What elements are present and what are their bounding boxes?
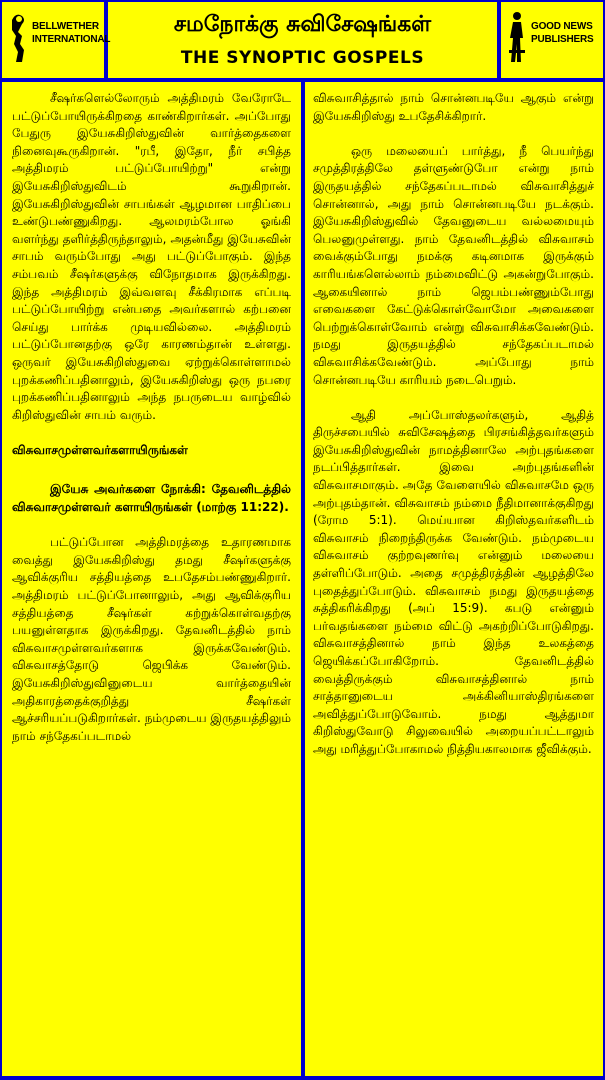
left-column	[12, 90, 291, 763]
logo-left-line2: INTERNATIONAL	[32, 34, 111, 45]
bellwether-logo	[2, 2, 111, 78]
publisher-figure-icon	[507, 10, 527, 66]
page-title-tamil: சமநோக்கு சுவிசேஷங்கள்	[173, 12, 432, 37]
column-divider	[301, 82, 305, 1076]
right-paragraph-3: ஆதி அப்போஸ்தலர்களும், ஆதித் திருச்சபையில் சுவிசேஷத்தை பிரசங்கித்தவர்களும் இயேசுகிறிஸ்துவின் நாமத்தினாலே அற்புதங்களை நடப்பித்தார்கள். இவை அற்புதங்களின் விசுவாசமாகும். அதே வேளையில் விசுவாசமே ஒரு அற்புதம்தான். விசுவாசம் நம்மை நீதிமானாக்குகிறது (ரோம 5:1). மெய்யான கிறிஸ்தவர்களிடம் விசுவாசம் நிறைந்திருக்க வேண்டும். நம்முடைய விசுவாசம் குற்றவுணர்வு என்னும் மலையை தள்ளிப்போடும். அதை சமுத்திரத்தின் ஆழத்திலே புதைத்துப்போடும். விசுவாசம் நமது இருதயத்தை சுத்திகரிக்கிறது (அப் 15:9). கபடு என்னும் பர்வதங்களை நம்மை விட்டு அகற்றிப்போடுகிறது. விசுவாசத்தினால் நாம் இந்த உலகத்தை ஜெயிக்கப்போகிறோம். தேவனிடத்தில் வைத்திருக்கும் விசுவாசத்தினால் நாம் சாத்தானுடைய அக்கினியாஸ்திரங்களை அவித்துப்போடுவோம். நமது ஆத்துமா கிறிஸ்துவோடு சிலுவையில் அறையப்பட்டாலும் அது மரித்துப்போகாமல் நித்தியகாலமாக ஜீவிக்கும்.	[313, 407, 594, 756]
bottom-rule	[2, 1076, 603, 1078]
bellwether-ram-icon	[8, 10, 28, 66]
logo-left-line1: BELLWETHER	[32, 21, 99, 32]
page-title-english: THE SYNOPTIC GOSPELS	[180, 48, 425, 68]
section-heading: விசுவாசமுள்ளவர்களாயிருங்கள்	[12, 442, 188, 457]
scripture-quote: இயேசு அவர்களை நோக்கி: தேவனிடத்தில் விசுவாசமுள்ளவர் களாயிருங்கள் (மாற்கு 11:22).	[12, 482, 291, 515]
right-column	[313, 90, 594, 776]
logo-right-line2: PUBLISHERS	[531, 34, 594, 45]
logo-right-line1: GOOD NEWS	[531, 21, 593, 32]
title-block	[108, 2, 497, 78]
left-paragraph-1: சீஷர்களெல்லோரும் அத்திமரம் வேரோடே பட்டுப்போயிருக்கிறதை காண்கிறார்கள். அப்போது பேதுரு இயேசுகிறிஸ்துவின் வார்த்தைகளை நினைவுகூருகிறான். "ரபீ, இதோ, நீர் சபித்த அத்திமரம் பட்டுப்போயிற்று" என்று இயேசுகிறிஸ்துவிடம் கூறுகிறான். இயேசுகிறிஸ்துவின் சாபங்கள் ஆழமான பாதிப்பை உண்டுபண்ணுகிறது. ஆலமரம்போல ஓங்கி வளர்ந்து தளிர்த்திருந்தாலும், அதன்மீது இயேசுவின் சாபம் வரும்போது அது பட்டுப்போகும். இந்த சம்பவம் சீஷர்களுக்கு விநோதமாக இருக்கிறது. இந்த அத்திமரம் இவ்வளவு சீக்கிரமாக எப்படி பட்டுப்போயிற்று என்பதை அவர்களால் கற்பனை செய்து பார்க்க முடியவில்லை. அத்திமரம் பட்டுப்போனதற்கு ஒரே காரணம்தான் உள்ளது. ஒருவர் இயேசுகிறிஸ்துவை ஏற்றுக்கொள்ளாமல் புறக்கணிப்பதினாலும், இயேசுகிறிஸ்து ஒரு நபரை புறக்கணிப்பதினாலும் அந்த நபருடைய வாழ்வில் கிறிஸ்துவின் சாபம் வரும்.	[12, 91, 291, 422]
page-header	[2, 2, 603, 78]
goodnews-logo	[497, 2, 603, 78]
right-paragraph-1: விசுவாசித்தால் நாம் சொன்னபடியே ஆகும் என்று இயேசுகிறிஸ்து உபதேசிக்கிறார்.	[313, 91, 594, 123]
left-paragraph-2: பட்டுப்போன அத்திமரத்தை உதாரணமாக வைத்து இயேசுகிறிஸ்து தமது சீஷர்களுக்கு ஆவிக்குரிய சத்தியத்தை உபதேசம்பண்ணுகிறார். அத்திமரம் பட்டுப்போனாலும், அது ஆவிக்குரிய சத்தியத்தை சீஷர்கள் கற்றுக்கொள்வதற்கு பயனுள்ளதாக இருக்கிறது. தேவனிடத்தில் நாம் விசுவாசமுள்ளவர்களாக இருக்கவேண்டும். விசுவாசத்தோடு ஜெபிக்க வேண்டும். இயேசுகிறிஸ்துவினுடைய வார்த்தையின் அதிகாரத்தைக்குறித்து சீஷர்கள் ஆச்சரியப்படுகிறார்கள். நம்முடைய இருதயத்திலும் நாம் சந்தேகப்படாமல்	[12, 535, 291, 743]
right-paragraph-2: ஒரு மலையைப் பார்த்து, நீ பெயர்ந்து சமுத்திரத்திலே தள்ளுண்டுபோ என்று நாம் இருதயத்தில் சந்தேகப்படாமல் விசுவாசித்துச் சொன்னால், அது நாம் சொன்னபடியே நடக்கும். இயேசுகிறிஸ்துவில் தேவனுடைய வல்லமையும் பெலனுமுள்ளது. நாம் தேவனிடத்தில் விசுவாசம் வைக்கும்போது நமக்கு கடினமாக இருக்கும் காரியங்களெல்லாம் நம்மைவிட்டு அகன்றுபோகும். ஆகையினால் நாம் ஜெபம்பண்ணும்போது எவைகளை கேட்டுக்கொள்வோமோ அவைகளை பெற்றுக்கொள்வோம் என்று விசுவாசிக்கவேண்டும். நமது இருதயத்தில் சந்தேகப்படாமல் விசுவாசிக்கவேண்டும். அப்போது நாம் சொன்னபடியே காரியம் நடைபெறும்.	[313, 143, 594, 387]
